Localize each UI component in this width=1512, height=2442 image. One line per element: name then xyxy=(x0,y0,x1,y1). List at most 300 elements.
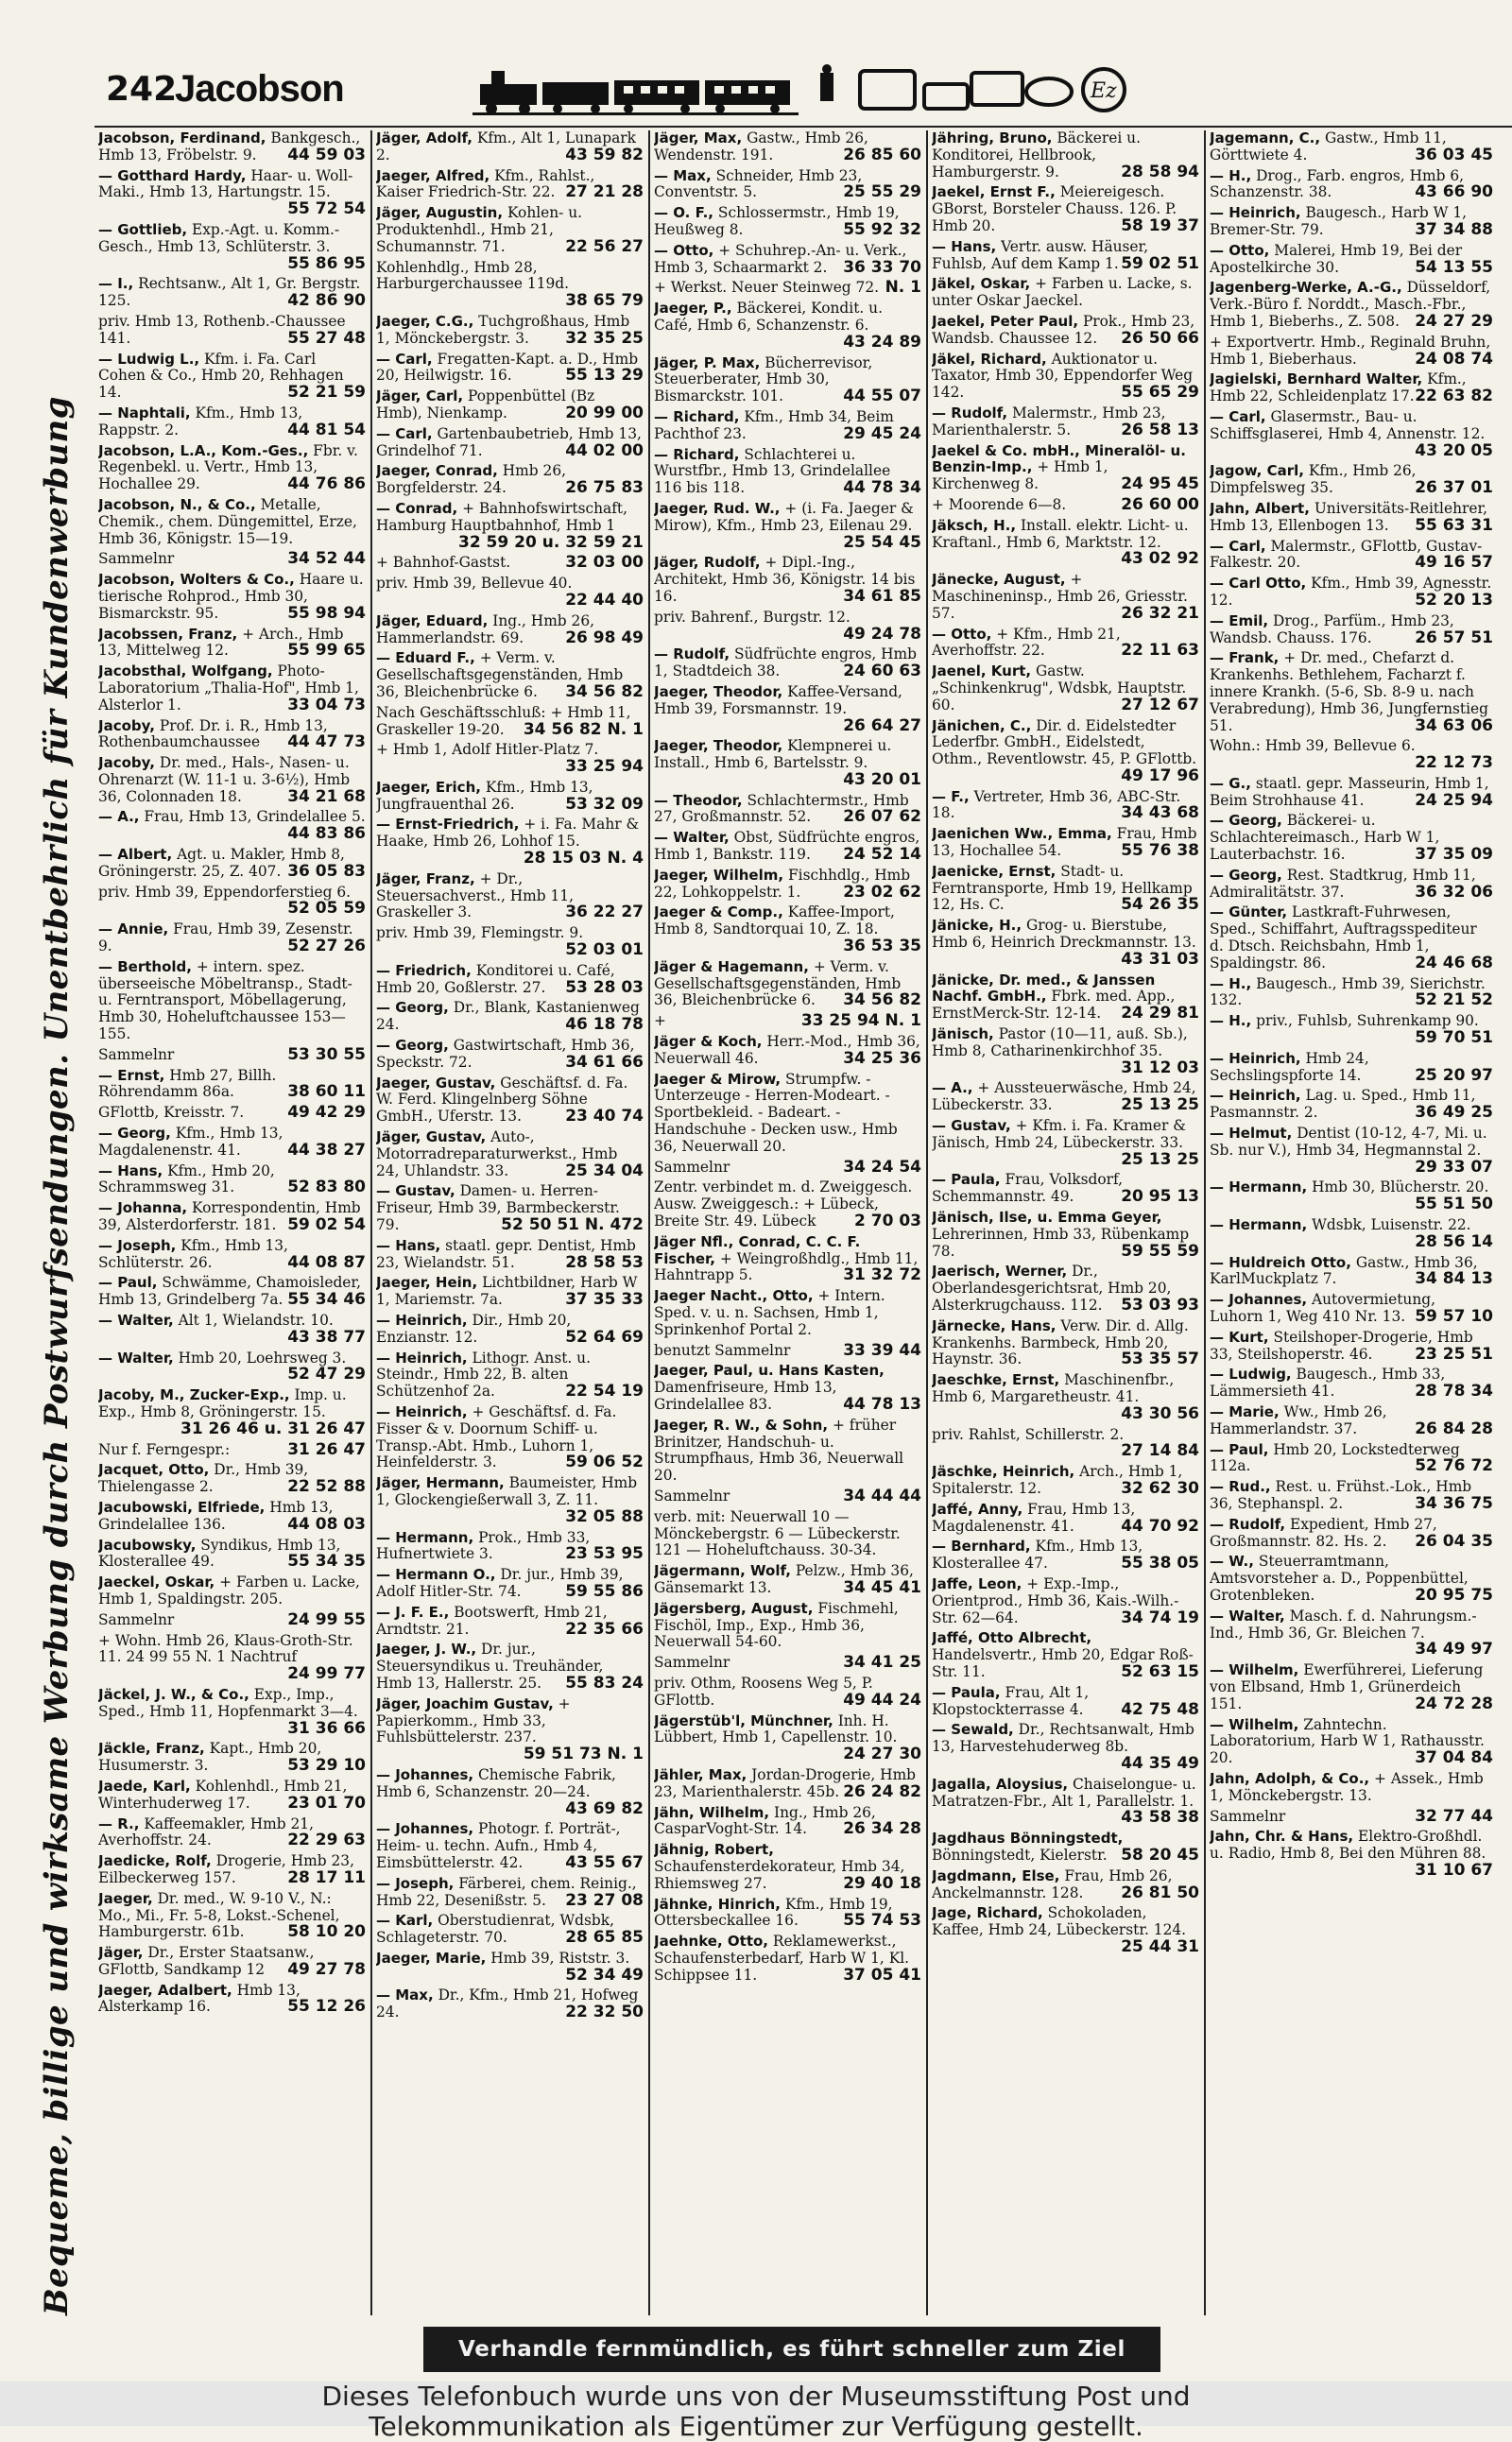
entry-name: — Sewald, xyxy=(932,1721,1014,1739)
listing-entry xyxy=(654,1013,921,1030)
entry-phone-number: 55 72 54 xyxy=(287,199,366,219)
entry-name: — J. F. E., xyxy=(376,1603,450,1621)
listing-entry xyxy=(654,1179,921,1230)
entry-details: Frau, Volksdorf, Schemmannstr. 49. xyxy=(932,1171,1124,1206)
entry-details: Kfm., Hmb 20, Schrammsweg 31. xyxy=(98,1161,275,1196)
entry-phone-number: 44 83 86 xyxy=(287,824,366,844)
entry-details: Agt. u. Makler, Hmb 8, Gröningerstr. 25, Z. 407. xyxy=(98,846,345,880)
entry-phone-number: 53 30 55 xyxy=(287,1044,366,1064)
column-5 xyxy=(1210,130,1493,2315)
entry-name: — Gustav, xyxy=(932,1117,1011,1135)
entry-phone-number: 44 02 00 xyxy=(565,440,644,460)
entry-phone-number: 49 27 78 xyxy=(287,1959,366,1979)
entry-name: Jaeschke, Ernst, xyxy=(932,1371,1060,1389)
entry-details: Elektro-Großhdl. u. Radio, Hmb 8, Bei den Mühren 88. xyxy=(1210,1828,1486,1863)
entry-phone-number: 55 34 46 xyxy=(287,1290,366,1310)
listing-entry xyxy=(98,1816,366,1850)
listing-entry xyxy=(654,205,921,239)
entry-phone-number: 55 86 95 xyxy=(287,253,366,273)
entry-details: Bäckerei- u. Schlachtereimasch., Harb W 1, Lauterbachstr. 16. xyxy=(1210,812,1440,864)
entry-name: — Walter, xyxy=(98,1349,174,1367)
entry-phone-number: 55 98 94 xyxy=(287,603,366,623)
entry-phone-number: 34 43 68 xyxy=(1121,803,1199,823)
entry-name: Jagemann, C., xyxy=(1210,130,1321,146)
entry-details: Kohlen- u. Produktenhdl., Hmb 21, Schumannstr. 71. xyxy=(376,204,583,255)
listing-entry xyxy=(376,463,644,497)
svg-text:Ez: Ez xyxy=(1091,79,1117,103)
entry-details: Vertreter, Hmb 36, ABC-Str. 18. xyxy=(932,787,1181,822)
entry-name: Jänicke, Dr. med., & Janssen Nachf. GmbH., xyxy=(932,971,1156,1006)
entry-details: Kaffee-Import, Hmb 8, Sandtorquai 10, Z. 18. xyxy=(654,903,895,938)
entry-phone-number: 26 84 28 xyxy=(1415,1419,1493,1438)
entry-name: Jaenel, Kurt, xyxy=(932,662,1032,680)
entry-details: Dir., Hmb 20, Enzianstr. 12. xyxy=(376,1312,572,1346)
listing-entry xyxy=(932,1264,1199,1314)
entry-phone-number: 33 25 94 xyxy=(565,757,644,777)
entry-phone-number: 29 40 18 xyxy=(843,1873,921,1893)
entry-phone-number: 59 02 54 xyxy=(287,1215,366,1235)
entry-details: + Papierkomm., Hmb 33, Fuhlsbüttelerstr. 237. xyxy=(376,1694,571,1746)
entry-phone-number: 24 99 55 xyxy=(287,1609,366,1629)
entry-phone-number: 55 74 53 xyxy=(843,1911,921,1931)
entry-phone-number: 22 12 73 xyxy=(1415,753,1493,773)
entry-name: — Rudolf, xyxy=(654,645,730,663)
listing-entry xyxy=(932,1905,1199,1955)
entry-name: — Johannes, xyxy=(376,1820,474,1838)
entry-name: — Joseph, xyxy=(376,1874,455,1892)
entry-details: Kfm., Hmb 34, Beim Pachthof 23. xyxy=(654,407,894,442)
listing-entry xyxy=(932,1427,1199,1461)
entry-details: + Schuhrep.-An- u. Verk., Hmb 3, Schaarmarkt 2. xyxy=(654,241,907,276)
entry-details: priv. Hmb 39, Flemingstr. 9. xyxy=(376,924,584,942)
listing-entry xyxy=(654,1842,921,1892)
entry-phone-number: 37 04 84 xyxy=(1415,1748,1493,1768)
entry-phone-number: 34 52 44 xyxy=(287,549,366,569)
entry-details: + i. Fa. Mahr & Haake, Hmb 26, Lohhof 15. xyxy=(376,816,640,851)
entry-phone-number: 59 55 59 xyxy=(1121,1241,1199,1261)
listing-entry xyxy=(376,1987,644,2021)
entry-name: — Ernst-Friedrich, xyxy=(376,816,520,834)
entry-phone-number: 34 61 85 xyxy=(843,586,921,606)
listing-entry xyxy=(932,918,1199,968)
entry-details: Wdsbk, Luisenstr. 22. xyxy=(1312,1216,1471,1234)
entry-name: Jaekel & Co. mbH., Mineralöl- u. Benzin-Imp., xyxy=(932,441,1186,476)
entry-name: — Hans, xyxy=(932,237,997,255)
entry-phone-number: 23 01 70 xyxy=(287,1793,366,1813)
entry-details: Frau, Hmb 13, Grindelallee 5. xyxy=(144,808,366,826)
listing-entry xyxy=(98,1741,366,1775)
listing-entry xyxy=(932,972,1199,1023)
entry-phone-number: 23 53 95 xyxy=(565,1544,644,1564)
entry-details: Dr., Hmb 39, Thielengasse 2. xyxy=(98,1461,309,1496)
listing-entry xyxy=(98,1439,366,1459)
entry-name: Jaeger, Wilhelm, xyxy=(654,866,784,884)
entry-details: Sammelnr xyxy=(98,1045,175,1063)
entry-details: Frau, Alt 1, Klopstockterrasse 4. xyxy=(932,1683,1090,1718)
entry-details: Alt 1, Wielandstr. 10. xyxy=(178,1312,334,1329)
listing-entry xyxy=(1210,1806,1493,1826)
listing-entry xyxy=(654,1934,921,1984)
entry-name: — H., xyxy=(1210,974,1252,992)
listing-entry xyxy=(1210,1367,1493,1401)
entry-phone-number: 42 75 48 xyxy=(1121,1699,1199,1719)
listing-entry xyxy=(1210,1771,1493,1805)
listing-entry xyxy=(654,1363,921,1413)
listing-entry xyxy=(376,963,644,997)
entry-details: priv. Bahrenf., Burgstr. 12. xyxy=(654,608,850,626)
entry-phone-number: 34 45 41 xyxy=(843,1577,921,1597)
entry-phone-number: 55 65 29 xyxy=(1121,383,1199,403)
listing-entry xyxy=(1210,1829,1493,1879)
listing-entry xyxy=(654,1767,921,1801)
listing-entry xyxy=(932,789,1199,823)
entry-phone-number: 25 54 45 xyxy=(843,532,921,552)
entry-details: Rechtsanw., Alt 1, Gr. Bergstr. 125. xyxy=(98,275,361,310)
listing-entry xyxy=(376,705,644,739)
listing-entry xyxy=(1210,1013,1493,1047)
entry-details: Auto-, Motorradreparaturwerkst., Hmb 24, Uhlandstr. 33. xyxy=(376,1128,618,1179)
listing-entry xyxy=(98,443,366,493)
entry-details: Oberstudienrat, Wdsbk, Schlageterstr. 70. xyxy=(376,1912,614,1947)
listing-entry xyxy=(932,314,1199,348)
entry-details: Drog., Parfüm., Hmb 23, Wandsb. Chauss. 176. xyxy=(1210,611,1454,646)
entry-details: staatl. gepr. Masseurin, Hmb 1, Beim Strohhause 41. xyxy=(1210,774,1489,809)
entry-phone-number: 52 64 69 xyxy=(565,1327,644,1347)
entry-details: Chemische Fabrik, Hmb 6, Schanzenstr. 20—24. xyxy=(376,1765,616,1800)
bottom-banner: Verhandle fernmündlich, es führt schneller zum Ziel xyxy=(423,2327,1160,2372)
entry-phone-number: 44 78 13 xyxy=(843,1394,921,1414)
listing-entry xyxy=(1210,1051,1493,1085)
listing-entry xyxy=(932,443,1199,493)
entry-details: Lastkraft-Fuhrwesen, Sped., Schiffahrt, Auftragsspediteur d. Dtsch. Reichsbahn, Hmb 1, Spaldingstr. 86. xyxy=(1210,903,1477,972)
entry-phone-number: 55 92 32 xyxy=(843,219,921,239)
listing-entry xyxy=(932,1868,1199,1902)
entry-details: Hmb 27, Billh. Röhrendamm 86a. xyxy=(98,1066,277,1101)
entry-details: Fregatten-Kapt. a. D., Hmb 20, Heilwigstr. 16. xyxy=(376,350,639,385)
entry-name: Jäger, Franz, xyxy=(376,869,475,887)
entry-name: — Karl, xyxy=(376,1912,434,1930)
entry-name: Jaffé, Anny, xyxy=(932,1500,1023,1518)
entry-name: Jähn, Wilhelm, xyxy=(654,1803,770,1821)
entry-name: Jäkel, Richard, xyxy=(932,350,1047,368)
listing-entry xyxy=(654,1234,921,1284)
entry-name: — I., xyxy=(98,275,134,293)
entry-name: Jaeger, Marie, xyxy=(376,1949,487,1967)
entry-phone-number: 20 95 75 xyxy=(1415,1585,1493,1605)
entry-details: Südfrüchte engros, Hmb 1, Stadtdeich 38. xyxy=(654,645,917,680)
listing-entry xyxy=(98,1068,366,1102)
entry-phone-number: 22 63 82 xyxy=(1415,387,1493,406)
entry-details: priv. Hmb 13, Rothenb.-Chaussee 141. xyxy=(98,312,346,347)
listing-entry xyxy=(654,1655,921,1672)
entry-details: Bootswerft, Hmb 21, Arndtstr. 21. xyxy=(376,1603,608,1638)
listing-entry xyxy=(1210,1126,1493,1176)
entry-details: Kfm., Hmb 26, Dimpfelsweg 35. xyxy=(1210,462,1417,497)
entry-name: — Heinrich, xyxy=(1210,1049,1301,1067)
entry-phone-number: 23 25 51 xyxy=(1415,1344,1493,1364)
entry-phone-number: 26 24 82 xyxy=(843,1781,921,1801)
entry-details: + Intern. Sped. v. u. n. Sachsen, Hmb 1, Sprinkenhof Portal 2. xyxy=(654,1287,885,1338)
entry-phone-number: 26 81 50 xyxy=(1121,1883,1199,1902)
entry-details: Düsseldorf, Verk.-Büro f. Norddt., Masch.-Fbr., Hmb 1, Bieberhs., Z. 508. xyxy=(1210,279,1491,330)
entry-phone-number: 55 38 05 xyxy=(1121,1554,1199,1574)
entry-phone-number: 24 60 63 xyxy=(843,662,921,681)
listing-entry xyxy=(98,1687,366,1737)
entry-details: Gastw., Hmb 11, Görttwiete 4. xyxy=(1210,130,1447,163)
listing-entry xyxy=(376,1038,644,1072)
entry-phone-number: 55 99 65 xyxy=(287,641,366,661)
footer-line-1: Dieses Telefonbuch wurde uns von der Museumsstiftung Post und xyxy=(321,2381,1191,2412)
entry-phone-number: 59 02 51 xyxy=(1121,253,1199,273)
entry-details: Kfm., Hmb 13, Magdalenenstr. 41. xyxy=(98,1125,284,1159)
entry-name: Jähnig, Robert, xyxy=(654,1841,774,1859)
entry-phone-number: 55 51 50 xyxy=(1415,1195,1493,1214)
entry-phone-number: 22 32 50 xyxy=(565,2003,644,2022)
entry-name: Jäger & Hagemann, xyxy=(654,957,809,975)
entry-name: Jaeckel, Oskar, xyxy=(98,1574,215,1591)
entry-name: — Walter, xyxy=(1210,1607,1285,1625)
entry-phone-number: 43 59 82 xyxy=(565,145,644,164)
listing-entry xyxy=(98,1853,366,1887)
entry-details: Sammelnr xyxy=(98,550,175,568)
entry-phone-number: 26 04 35 xyxy=(1415,1531,1493,1551)
entry-phone-number: 2 70 03 xyxy=(854,1212,921,1231)
entry-details: Frau, Hmb 13, Magdalenenstr. 41. xyxy=(932,1500,1136,1535)
entry-details: Steilshoper-Drogerie, Hmb 33, Steilshoperstr. 46. xyxy=(1210,1328,1473,1363)
entry-phone-number: 36 05 83 xyxy=(287,861,366,881)
entry-details: priv., Fuhlsb, Suhrenkamp 90. xyxy=(1256,1012,1479,1030)
listing-entry xyxy=(376,260,644,310)
listing-entry xyxy=(376,1605,644,1639)
entry-phone-number: 22 54 19 xyxy=(565,1382,644,1402)
entry-name: — Walter, xyxy=(98,1312,174,1329)
entry-name: Jaeger & Mirow, xyxy=(654,1070,782,1088)
entry-details: Fischmehl, Fischöl, Imp., Exp., Hmb 36, Neuerwall 54-60. xyxy=(654,1599,899,1651)
entry-phone-number: 44 59 03 xyxy=(287,145,366,164)
listing-entry xyxy=(932,627,1199,661)
entry-name: — Hermann O., xyxy=(376,1566,496,1584)
entry-phone-number: 44 78 34 xyxy=(843,478,921,498)
entry-phone-number: 49 17 96 xyxy=(1121,765,1199,785)
entry-phone-number: 24 99 77 xyxy=(287,1664,366,1684)
entry-phone-number: 29 45 24 xyxy=(843,423,921,443)
entry-phone-number: 24 08 74 xyxy=(1415,349,1493,369)
listing-entry xyxy=(932,864,1199,914)
entry-phone-number: 46 18 78 xyxy=(565,1015,644,1035)
listing-entry xyxy=(654,1676,921,1710)
entry-name: Jaenicke, Ernst, xyxy=(932,862,1057,880)
entry-name: Jäger, P. Max, xyxy=(654,353,761,371)
entry-name: Järnecke, Hans, xyxy=(932,1316,1057,1334)
entry-phone-number: 49 44 24 xyxy=(843,1690,921,1710)
listing-entry xyxy=(98,1609,366,1629)
listing-entry xyxy=(376,1696,644,1763)
entry-details: Gastw. „Schinkenkrug", Wdsbk, Hauptstr. 60. xyxy=(932,662,1187,714)
entry-name: — Carl, xyxy=(1210,537,1266,555)
listing-entry xyxy=(932,1372,1199,1422)
entry-name: — A., xyxy=(98,808,140,826)
entry-name: Jaeger, Alfred, xyxy=(376,166,490,184)
entry-phone-number: 34 84 13 xyxy=(1415,1269,1493,1289)
listing-entry xyxy=(98,627,366,661)
listing-entry xyxy=(376,925,644,959)
column-2 xyxy=(376,130,644,2315)
entry-phone-number: 59 55 86 xyxy=(565,1581,644,1601)
entry-name: Jaeger, Conrad, xyxy=(376,462,498,480)
entry-details: Korrespondentin, Hmb 39, Alsterdorferstr. 181. xyxy=(98,1199,361,1234)
entry-details: Rest. u. Frühst.-Lok., Hmb 36, Stephanspl. 2. xyxy=(1210,1478,1472,1512)
entry-phone-number: 23 02 62 xyxy=(843,882,921,902)
listing-entry xyxy=(1210,463,1493,497)
entry-phone-number: 43 20 01 xyxy=(843,769,921,789)
entry-details: Bücherrevisor, Steuerberater, Hmb 30, Bismarckstr. 101. xyxy=(654,353,873,405)
entry-details: Exp.-Agt. u. Komm.-Gesch., Hmb 13, Schlüterstr. 3. xyxy=(98,220,340,255)
entry-details: Damenfriseure, Hmb 13, Grindelallee 83. xyxy=(654,1379,837,1413)
listing-entry xyxy=(1210,1554,1493,1604)
entry-details: + Maschineninsp., Hmb 26, Griesstr. 57. xyxy=(932,571,1188,622)
entry-details: Fbr. v. Regenbekl. u. Vertr., Hmb 13, Hochallee 29. xyxy=(98,441,358,493)
listing-entry xyxy=(932,518,1199,568)
entry-name: Jäksch, H., xyxy=(932,516,1017,534)
listing-entry xyxy=(654,684,921,734)
entry-name: Jaeger, xyxy=(98,1889,153,1907)
entry-details: Frau, Hmb 13, Hochallee 54. xyxy=(932,825,1197,860)
entry-details: + Exp.-Imp., Orientprod., Hmb 36, Kais.-Wilh.-Str. 62—64. xyxy=(932,1574,1179,1626)
listing-entry xyxy=(98,1891,366,1941)
entry-phone-number: 27 12 67 xyxy=(1121,695,1199,714)
entry-details: Schwämme, Chamoisleder, Hmb 13, Grindelberg 7a. xyxy=(98,1274,361,1309)
entry-name: Jähnke, Hinrich, xyxy=(654,1895,781,1913)
entry-phone-number: 34 44 44 xyxy=(843,1486,921,1505)
entry-name: Jaeger, Theodor, xyxy=(654,737,783,755)
listing-entry xyxy=(376,817,644,867)
listing-entry xyxy=(98,1500,366,1534)
entry-details: Frau, Hmb 26, Anckelmannstr. 128. xyxy=(932,1866,1173,1901)
entry-phone-number: 22 44 40 xyxy=(565,590,644,610)
listing-entry xyxy=(1210,576,1493,610)
entry-name: Jäckle, Franz, xyxy=(98,1740,205,1758)
entry-phone-number: 36 32 06 xyxy=(1415,882,1493,902)
entry-name: Jaeger, Rud. W., xyxy=(654,499,781,517)
entry-phone-number: 23 40 74 xyxy=(565,1107,644,1126)
entry-details: + Verm. v. Gesellschaftsgegenständen, Hmb 36, Bleichenbrücke 6. xyxy=(376,649,624,700)
entry-phone-number: 43 02 92 xyxy=(1121,549,1199,569)
entry-details: Jordan-Drogerie, Hmb 23, Marienthalerstr. 45b. xyxy=(654,1765,917,1800)
entry-details: Stadt- u. Ferntransporte, Hmb 19, Hellkamp 12, Hs. C. xyxy=(932,862,1193,914)
entry-details: Expedient, Hmb 27, Großmannstr. 82. Hs. 2. xyxy=(1210,1515,1437,1550)
entry-details: Herr.-Mod., Hmb 36, Neuerwall 46. xyxy=(654,1033,920,1067)
listing-entry xyxy=(654,168,921,202)
listing-entry xyxy=(932,1172,1199,1206)
entry-phone-number: 52 21 59 xyxy=(287,383,366,403)
listing-entry xyxy=(376,1275,644,1309)
entry-phone-number: 43 31 03 xyxy=(1121,949,1199,969)
listing-entry xyxy=(932,405,1199,439)
listing-entry xyxy=(1210,1442,1493,1476)
listing-entry xyxy=(1210,1517,1493,1551)
entry-phone-number: 29 33 07 xyxy=(1415,1157,1493,1177)
entry-details: Kfm., Rahlst., Kaiser Friedrich-Str. 22. xyxy=(376,166,595,201)
entry-details: Metalle, Chemik., chem. Düngemittel, Erze, Hmb 36, Königstr. 15—19. xyxy=(98,495,357,547)
entry-details: + Farben u. Lacke, s. unter Oskar Jaeckel. xyxy=(932,275,1193,310)
listing-entry xyxy=(98,1126,366,1160)
train-illustration-icon xyxy=(472,63,1323,115)
listing-entry xyxy=(376,1313,644,1347)
listing-entry xyxy=(376,1876,644,1910)
entry-phone-number: 44 35 49 xyxy=(1121,1753,1199,1773)
listing-entry xyxy=(654,738,921,788)
entry-details: Kfm., Hmb 13, Jungfrauenthal 26. xyxy=(376,778,593,813)
listing-entry xyxy=(654,830,921,864)
entry-name: — H., xyxy=(1210,166,1252,184)
entry-name: Jaenichen Ww., Emma, xyxy=(932,825,1112,843)
entry-name: Jacobson, L.A., Kom.-Ges., xyxy=(98,441,309,459)
entry-details: Auktionator u. Taxator, Hmb 30, Eppendorfer Weg 142. xyxy=(932,350,1194,402)
listing-entry xyxy=(98,276,366,310)
entry-phone-number: 31 10 67 xyxy=(1415,1860,1493,1880)
listing-entry xyxy=(376,1821,644,1871)
entry-name: Jaehnke, Otto, xyxy=(654,1933,768,1951)
entry-name: Jaffé, Otto Albrecht, xyxy=(932,1629,1092,1647)
listing-entry xyxy=(1210,1479,1493,1513)
entry-details: Lehrerinnen, Hmb 33, Rübenkamp 78. xyxy=(932,1225,1190,1260)
entry-phone-number: 36 53 35 xyxy=(843,937,921,956)
entry-details: + Exportvertr. Hmb., Reginald Bruhn, Hmb 1, Bieberhaus. xyxy=(1210,333,1491,368)
entry-phone-number: 52 05 59 xyxy=(287,899,366,919)
entry-name: — Annie, xyxy=(98,920,169,938)
listing-entry xyxy=(1210,130,1493,164)
entry-name: Jacobson, N., & Co., xyxy=(98,495,256,513)
entry-name: Jägerstüb'l, Münchner, xyxy=(654,1711,833,1729)
entry-name: — F., xyxy=(932,787,970,805)
entry-name: — Hermann, xyxy=(1210,1178,1308,1196)
entry-details: Dr., Rechtsanwalt, Hmb 13, Harvestehuderweg 8b. xyxy=(932,1721,1194,1756)
entry-name: Jaeger & Comp., xyxy=(654,903,783,921)
listing-entry xyxy=(654,1601,921,1651)
entry-details: Tuchgroßhaus, Hmb 1, Mönckebergstr. 3. xyxy=(376,312,630,347)
listing-entry xyxy=(1210,1292,1493,1326)
listing-entry xyxy=(98,755,366,805)
entry-details: Malerei, Hmb 19, Bei der Apostelkirche 30. xyxy=(1210,241,1463,276)
entry-details: Dir. d. Eidelstedter Lederfbr. GmbH., Eidelstedt, Othm., Reventlowstr. 45, P. GFlottb. xyxy=(932,716,1197,768)
listing-entry xyxy=(98,885,366,919)
entry-name: Jaeger, C.G., xyxy=(376,312,474,330)
column-1 xyxy=(98,130,366,2315)
entry-details: Dr. med., Hals-, Nasen- u. Ohrenarzt (W. 11-1 u. 3-6½), Hmb 36, Colonnaden 18. xyxy=(98,754,351,805)
entry-name: Jagdhaus Bönningstedt, xyxy=(932,1830,1124,1848)
entry-phone-number: 54 26 35 xyxy=(1121,895,1199,915)
entry-name: — Bernhard, xyxy=(932,1538,1031,1556)
entry-details: Nur f. Ferngespr.: xyxy=(98,1440,231,1458)
listing-entry xyxy=(376,205,644,255)
listing-entry xyxy=(654,447,921,497)
listing-entry xyxy=(932,1777,1199,1827)
entry-name: — H., xyxy=(1210,1012,1252,1030)
entry-phone-number: 49 16 57 xyxy=(1415,553,1493,573)
entry-name: Jäger, Gustav, xyxy=(376,1128,487,1146)
entry-phone-number: 26 50 66 xyxy=(1121,328,1199,348)
entry-name: — A., xyxy=(932,1079,973,1097)
entry-name: Jänichen, C., xyxy=(932,716,1032,734)
entry-phone-number: 25 34 04 xyxy=(565,1161,644,1180)
entry-name: Jäger, Adolf, xyxy=(376,130,472,146)
entry-name: — Johannes, xyxy=(376,1765,474,1783)
listing-entry xyxy=(654,1488,921,1505)
listing-entry xyxy=(1210,205,1493,239)
entry-phone-number: 34 56 82 xyxy=(843,990,921,1010)
entry-details: Gastwirtschaft, Hmb 36, Speckstr. 72. xyxy=(376,1037,635,1071)
listing-entry xyxy=(98,1779,366,1813)
